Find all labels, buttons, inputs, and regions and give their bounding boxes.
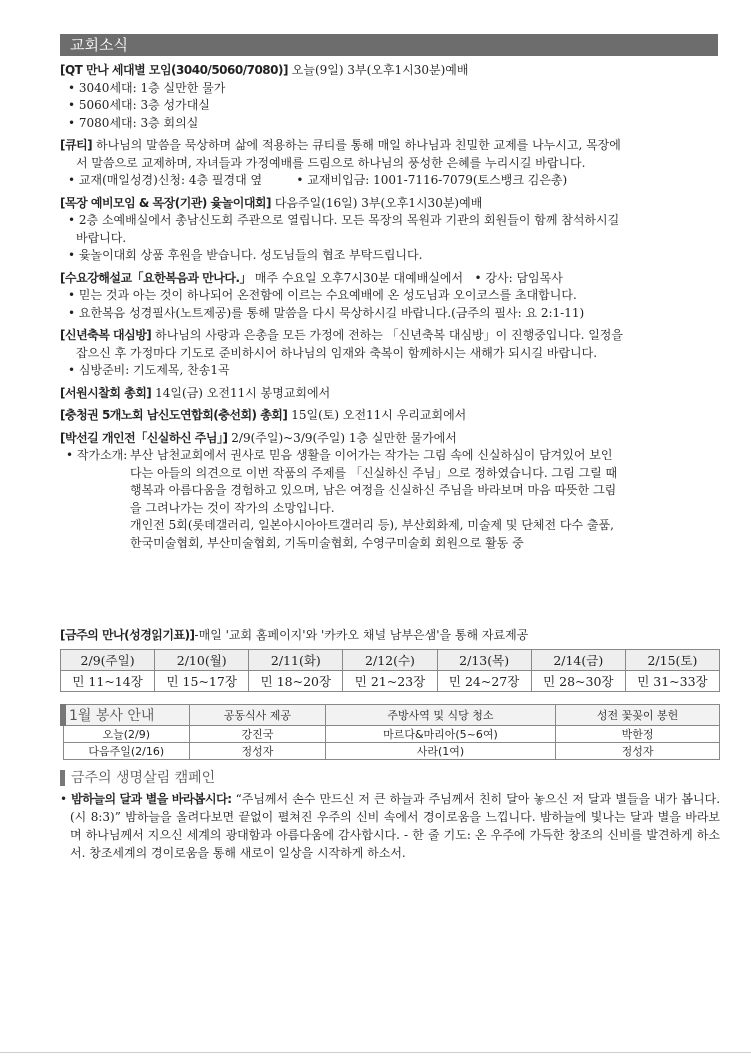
table-cell: 2/14(금) (531, 649, 625, 670)
newyear-text-cont: 잡으신 후 가정마다 기도로 준비하시어 하나님의 임재와 축복이 함께하시는 새해가 되시길 바랍니다. (76, 345, 598, 360)
author-text: 개인전 5회(롯데갤러리, 일본아시아아트갤러리 등), 부산회화제, 미술제 및 단체전 다수 출품, (130, 518, 614, 532)
reading-table (60, 649, 720, 692)
news-content (60, 62, 720, 862)
campaign-text: “주님께서 손수 만드신 저 큰 하늘과 주님께서 친히 달아 놓으신 저 달과 별들을 내가 봅니다.(시 8:3)” 밤하늘을 올려다보면 끝없이 펼쳐진 우주의 신비 속에서 경이로움을 느낍니다. 밤하늘에 빛나는 달과 별을 바라보며 하나님께서 지으신 세계의 광대함과 아름다움에 감사합시다. - 한 줄 기도: 온 우주에 가득한 창조의 신비를 발견하게 하소서. 창조세계의 경이로움을 통해 새로이 일상을 시작하게 하소서. (70, 791, 721, 860)
author-text: 한국미술협회, 부산미술협회, 기독미술협회, 수영구미술회 회원으로 활동 중 (130, 535, 524, 550)
list-item: 교재비입금: 1001-7116-7079(토스뱅크 김은총) (307, 173, 568, 187)
table-cell: 2/9(주일) (61, 649, 155, 670)
table-cell: 민 31~33장 (625, 670, 719, 691)
newyear-text: 하나님의 사랑과 은총을 모든 가정에 전하는 「신년축복 대심방」이 진행중입니다. 일정을 (155, 328, 623, 342)
list-item-cont: 바랍니다. (76, 230, 127, 245)
table-cell: 마르다&마리아(5~6여) (325, 725, 555, 742)
table-cell: 민 18~20장 (249, 670, 343, 691)
exhibit-title: [박선길 개인전「신실하신 주님」] (60, 430, 228, 445)
wednesday-section: [수요강해설교「요한복음과 만나다.」 매주 수요일 오후7시30분 대예배실에서 • 강사: 담임목사 • 믿는 것과 아는 것이 하나되어 온전함에 이르는 수요예배에 온 성도님과 오이코스를 초대합니다. • 요한복음 성경필사(노트제공)를 통해 말씀을 다시 묵상하시길 바랍니다.(금주의 필사: 요 2:1-11) (60, 270, 585, 320)
table-cell: 민 21~23장 (343, 670, 437, 691)
table-header: 주방사역 및 식당 청소 (325, 704, 555, 725)
table-row (61, 649, 720, 670)
qt-book-text-cont: 서 말씀으로 교제하며, 자녀들과 가정예배를 드림으로 하나님의 풍성한 은혜를 누리시길 바랍니다. (76, 155, 586, 170)
author-label: • 작가소개: (66, 448, 128, 462)
campaign-body: • 밤하늘의 달과 별을 바라봅시다: “주님께서 손수 만드신 저 큰 하늘과 주님께서 친히 달아 놓으신 저 달과 별들을 내가 봅니다.(시 8:3)” 밤하늘을 올려다보면 끝없이 펼쳐진 우주의 신비 속에서 경이로움을 느낍니다. 밤하늘에 빛나는 달과 별을 바라보며 하나님께서 지으신 세계의 광대함과 아름다움에 감사합시다. - 한 줄 기도: 온 우주에 가득한 창조의 신비를 발견하게 하소서. 창조세계의 경이로움을 통해 새로이 일상을 시작하게 하소서. (60, 791, 721, 860)
author-text: 다는 아들의 의견으로 이번 작품의 주제를 「신실하신 주님」으로 정하였습니다. 그림 그릴 때 (130, 465, 618, 480)
divider (0, 1052, 751, 1053)
volunteer-title: 1월 봉사 안내 (63, 704, 190, 725)
table-cell: 2/13(목) (437, 649, 531, 670)
wednesday-speaker: • 강사: 담임목사 (474, 270, 563, 285)
list-item: 심방준비: 기도제목, 찬송1곡 (78, 363, 230, 377)
qt-title: [QT 만나 세대별 모임(3040/5060/7080)] (60, 63, 288, 77)
list-item: 요한복음 성경필사(노트제공)를 통해 말씀을 다시 묵상하시길 바랍니다.(금주의 필사: 요 2:1-11) (78, 305, 585, 320)
leaders-title: [목장 예비모임 & 목장(기관) 윷놀이대회] (60, 195, 271, 210)
table-row (63, 742, 720, 759)
qt-book-text: 하나님의 말씀을 묵상하며 삶에 적용하는 큐티를 통해 매일 하나님과 친밀한 교제를 나누시고, 목장에 (95, 138, 621, 152)
table-header: 성전 꽃꽂이 봉헌 (556, 704, 720, 725)
seoul-section (60, 385, 720, 403)
author-text: 행복과 아름다움을 경험하고 있으며, 남은 여정을 신실하신 주님을 바라보며 마음 따뜻한 그림 (130, 483, 617, 497)
list-item: 2층 소예배실에서 총남신도회 주관으로 열립니다. 모든 목장의 목원과 기관의 회원들이 함께 참석하시길 (78, 213, 620, 227)
table-cell: 강진국 (190, 725, 326, 742)
wednesday-title: [수요강해설교「요한복음과 만나다.」 (60, 270, 252, 285)
campaign-lead: 밤하늘의 달과 별을 바라봅시다: (71, 791, 232, 806)
reading-section (60, 627, 720, 692)
section-header: 교회소식 (60, 34, 718, 56)
table-cell: 정성자 (190, 742, 326, 759)
table-cell: 사라(1여) (325, 742, 555, 759)
table-cell: 민 28~30장 (531, 670, 625, 691)
list-item: 믿는 것과 아는 것이 하나되어 온전함에 이르는 수요예배에 온 성도님과 오이코스를 초대합니다. (78, 288, 577, 302)
table-cell: 2/10(월) (155, 649, 249, 670)
table-row (63, 704, 720, 725)
table-cell: 박한정 (556, 725, 720, 742)
volunteer-table (60, 704, 720, 760)
table-header: 공동식사 제공 (190, 704, 326, 725)
list-item: 5060세대: 3층 성가대실 (78, 98, 210, 112)
seoul-text: 14일(금) 오전11시 봉명교회에서 (155, 385, 331, 400)
table-cell: 민 24~27장 (437, 670, 531, 691)
chung-text: 15일(토) 오전11시 우리교회에서 (291, 408, 467, 422)
table-cell: 민 11~14장 (61, 670, 155, 691)
exhibit-time: 2/9(주일)~3/9(주일) 1층 실만한 물가에서 (231, 430, 457, 445)
table-cell: 오늘(2/9) (63, 725, 190, 742)
list-item: 3040세대: 1층 실만한 물가 (78, 80, 226, 95)
table-cell: 2/12(수) (343, 649, 437, 670)
qt-book-section: [큐티] 하나님의 말씀을 묵상하며 삶에 적용하는 큐티를 통해 매일 하나님과 친밀한 교제를 나누시고, 목장에 서 말씀으로 교제하며, 자녀들과 가정예배를 드림으로 하나님의 풍성한 은혜를 누리시길 바랍니다. • 교재(매일성경)신청: 4층 필경대 옆 • 교재비입금: 1001-7116-7079(토스뱅크 김은총) (60, 138, 621, 187)
table-cell: 정성자 (556, 742, 720, 759)
table-cell: 2/15(토) (625, 649, 719, 670)
list-item: 윷놀이대회 상품 후원을 받습니다. 성도님들의 협조 부탁드립니다. (78, 248, 423, 262)
qt-book-title: [큐티] (60, 138, 93, 152)
qt-section: [QT 만나 세대별 모임(3040/5060/7080)] 오늘(9일) 3부(오후1시30분)예배 • 3040세대: 1층 실만한 물가 • 5060세대: 3층 성가대실 • 7080세대: 3층 회의실 (60, 63, 469, 130)
qt-time: 오늘(9일) 3부(오후1시30분)예배 (291, 63, 469, 77)
leaders-time: 다음주일(16일) 3부(오후1시30분)예배 (274, 195, 483, 210)
author-text: 부산 남천교회에서 권사로 믿음 생활을 이어가는 작가는 그림 속에 신실하심이 담겨있어 보인 (130, 448, 613, 462)
table-cell: 2/11(화) (249, 649, 343, 670)
newyear-title: [신년축복 대심방] (60, 328, 152, 342)
table-row (61, 670, 720, 691)
spacer (60, 557, 720, 627)
list-item: 교재(매일성경)신청: 4층 필경대 옆 (78, 173, 263, 187)
author-text: 을 그려나가는 것이 작가의 소망입니다. (130, 500, 335, 515)
table-cell: 민 15~17장 (155, 670, 249, 691)
seoul-title: [서원시찰회 총회] (60, 385, 152, 400)
table-row (63, 725, 720, 742)
chung-section (60, 407, 720, 425)
exhibit-section (60, 430, 720, 553)
chung-title: [충청권 5개노회 남신도연합회(충선회) 총회] (60, 408, 288, 422)
list-item: 7080세대: 3층 회의실 (78, 115, 199, 130)
reading-title: [금주의 만나(성경읽기표)] (60, 628, 195, 642)
reading-text: -매일 '교회 홈페이지'와 '카카오 채널 남부은샘'을 통해 자료제공 (194, 628, 529, 642)
leaders-section: [목장 예비모임 & 목장(기관) 윷놀이대회] 다음주일(16일) 3부(오후1시30분)예배 • 2층 소예배실에서 총남신도회 주관으로 열립니다. 모든 목장의 목원과 기관의 회원들이 함께 참석하시길 바랍니다. • 윷놀이대회 상품 후원을 받습니다. 성도님들의 협조 부탁드립니다. (60, 195, 620, 262)
newyear-section: [신년축복 대심방] 하나님의 사랑과 은총을 모든 가정에 전하는 「신년축복 대심방」이 진행중입니다. 일정을 잡으신 후 가정마다 기도로 준비하시어 하나님의 임재와 축복이 함께하시는 새해가 되시길 바랍니다. • 심방준비: 기도제목, 찬송1곡 (60, 328, 623, 377)
campaign-title: 금주의 생명살림 캠페인 (60, 770, 720, 786)
wednesday-time: 매주 수요일 오후7시30분 대예배실에서 (254, 270, 464, 285)
table-cell: 다음주일(2/16) (63, 742, 190, 759)
